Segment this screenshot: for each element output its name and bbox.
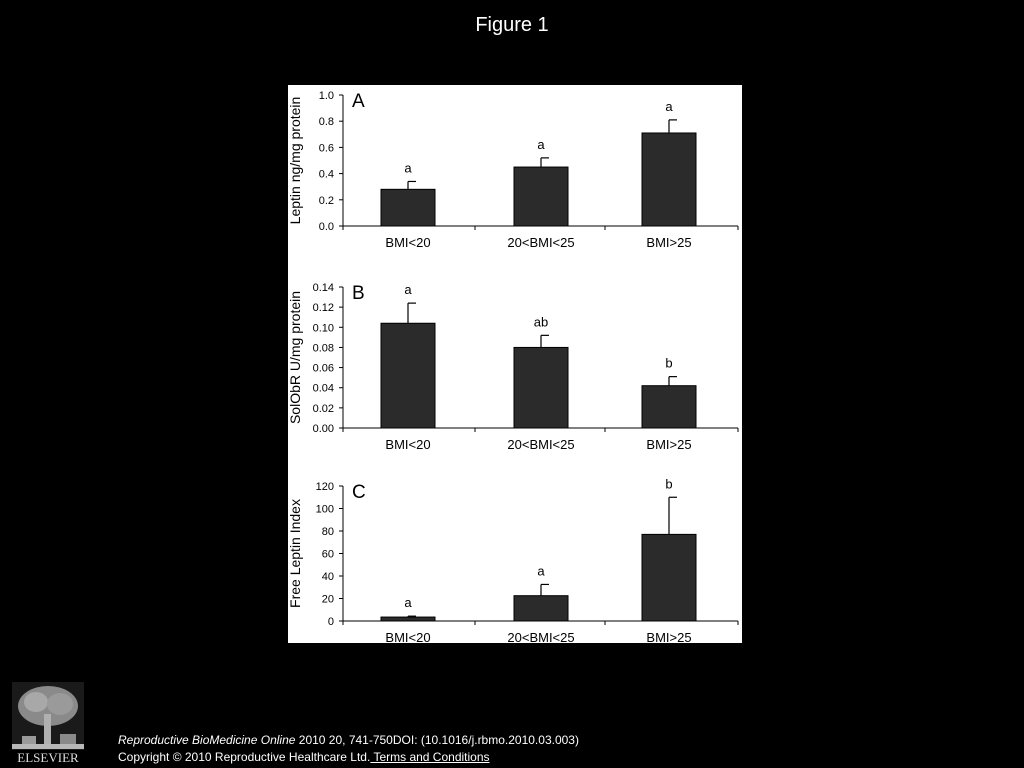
- x-category-label: 20<BMI<25: [507, 630, 575, 645]
- y-tick-label: 0.8: [318, 116, 334, 129]
- panel-label: C: [352, 482, 366, 503]
- journal-name: Reproductive BioMedicine Online: [118, 733, 296, 747]
- bar: [514, 167, 568, 226]
- x-category-label: BMI<20: [385, 437, 431, 452]
- y-axis-label: Free Leptin Index: [287, 499, 303, 608]
- y-tick-label: 0.02: [312, 402, 334, 415]
- copyright-text: Copyright © 2010 Reproductive Healthcare Ltd.: [118, 750, 371, 764]
- y-tick-label: 0.04: [312, 382, 334, 395]
- bar: [642, 534, 696, 621]
- bar: [514, 596, 568, 621]
- y-tick-label: 20: [321, 593, 334, 606]
- significance-label: a: [537, 563, 545, 579]
- x-category-label: 20<BMI<25: [507, 235, 575, 250]
- y-tick-label: 0.14: [312, 282, 334, 294]
- y-tick-label: 0.08: [312, 342, 334, 355]
- y-axis-label: Leptin ng/mg protein: [287, 96, 303, 225]
- significance-label: a: [537, 136, 545, 152]
- x-category-label: BMI<20: [385, 630, 431, 645]
- terms-and-conditions-link[interactable]: Terms and Conditions: [370, 750, 490, 764]
- y-tick-label: 0.6: [318, 142, 334, 155]
- y-tick-label: 60: [321, 548, 334, 561]
- citation-line: [118, 732, 579, 749]
- significance-label: a: [404, 595, 412, 611]
- significance-label: a: [404, 160, 412, 176]
- x-category-label: BMI>25: [646, 437, 692, 452]
- y-tick-label: 0.00: [312, 423, 334, 435]
- y-tick-label: 0.06: [312, 362, 334, 375]
- y-axis-label: SolObR U/mg protein: [287, 290, 303, 425]
- significance-label: a: [665, 98, 673, 114]
- bar: [381, 617, 435, 621]
- bar: [381, 189, 435, 226]
- bar: [642, 386, 696, 428]
- significance-label: ab: [533, 314, 549, 330]
- copyright-line: [118, 749, 579, 766]
- y-tick-label: 0.0: [318, 221, 334, 233]
- citation-details: 2010 20, 741-750DOI: (10.1016/j.rbmo.2010.03.003): [295, 733, 579, 747]
- bar: [642, 133, 696, 226]
- y-tick-label: 120: [315, 481, 334, 493]
- y-tick-label: 100: [315, 503, 334, 516]
- panel-label: B: [352, 283, 365, 304]
- x-category-label: BMI>25: [646, 235, 692, 250]
- bar: [381, 323, 435, 428]
- y-tick-label: 1.0: [318, 90, 334, 102]
- significance-label: a: [404, 282, 412, 298]
- elsevier-tree-icon: [12, 682, 84, 750]
- significance-label: b: [665, 355, 673, 371]
- y-tick-label: 0: [327, 616, 334, 628]
- significance-label: b: [665, 476, 673, 492]
- x-category-label: BMI>25: [646, 630, 692, 645]
- y-tick-label: 40: [321, 571, 334, 583]
- elsevier-logo: [8, 680, 88, 766]
- x-category-label: BMI<20: [385, 235, 431, 250]
- figure-title: Figure 1: [475, 14, 549, 36]
- elsevier-wordmark: ELSEVIER: [17, 750, 79, 765]
- x-category-label: 20<BMI<25: [507, 437, 575, 452]
- y-tick-label: 0.10: [312, 322, 334, 335]
- panel-label: A: [352, 91, 365, 112]
- y-tick-label: 0.4: [318, 168, 334, 181]
- y-tick-label: 80: [321, 526, 334, 538]
- y-tick-label: 0.12: [312, 302, 334, 315]
- bar: [514, 347, 568, 428]
- citation-footer: [118, 732, 579, 766]
- y-tick-label: 0.2: [318, 194, 334, 207]
